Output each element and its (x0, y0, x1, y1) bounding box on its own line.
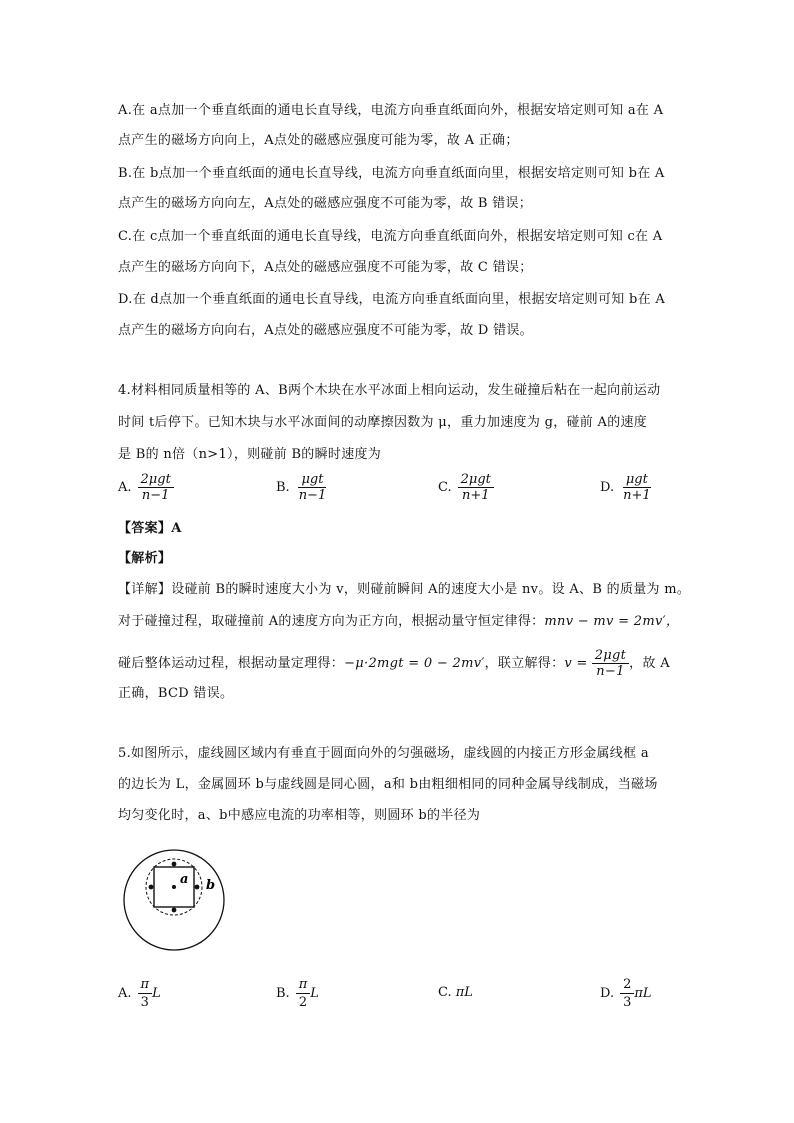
q3-option-a-line2: 点产生的磁场方向向上，A点处的磁感应强度可能为零，故 A 正确； (118, 133, 519, 148)
q3-option-a-line1: A.在 a点加一个垂直纸面的通电长直导线，电流方向垂直纸面向外，根据安培定则可知 a在 A (118, 103, 664, 118)
q4-detail-line4: 正确，BCD 错误。 (118, 686, 234, 701)
point-bottom (172, 908, 177, 913)
q4-option-c: C. $\frac{\text{2μgt}}{n+1}$ (438, 472, 494, 503)
q3-option-c-line2: 点产生的磁场方向向下，A点处的磁感应强度不可能为零，故 C 错误； (118, 260, 533, 275)
q3-option-b-line2: 点产生的磁场方向向左，A点处的磁感应强度不可能为零，故 B 错误； (118, 196, 533, 211)
q4-option-d: D. $\frac{\text{μgt}}{n+1}$ (600, 472, 651, 503)
q5-option-c: C. πL (438, 985, 473, 1000)
point-center (172, 885, 176, 889)
label-b: b (206, 878, 216, 893)
q4-detail-line1: 【详解】设碰前 B的瞬时速度大小为 v，则碰前瞬间 A的速度大小是 nv。设 A、B 的质量为 m。 (118, 582, 691, 597)
label-a: a (180, 872, 189, 887)
q3-option-c-line1: C.在 c点加一个垂直纸面的通电长直导线，电流方向垂直纸面向外，根据安培定则可知 c在 A (118, 229, 663, 244)
q5-figure (118, 848, 230, 952)
q5-option-a: A. $\frac{\pi}{3}$ L (118, 977, 161, 1010)
point-top (172, 862, 177, 867)
q4-stem-line2: 时间 t后停下。已知木块与水平冰面间的动摩擦因数为 μ，重力加速度为 g，碰前 A的速度 (118, 415, 648, 430)
q3-option-d-line2: 点产生的磁场方向向右，A点处的磁感应强度不可能为零，故 D 错误。 (118, 323, 533, 338)
q5-stem-line2: 的边长为 L，金属圆环 b与虚线圆是同心圆，a和 b由粗细相同的同种金属导线制成，当磁场 (118, 777, 658, 792)
q4-detail-line2: 对于碰撞过程，取碰撞前 A的速度方向为正方向，根据动量守恒定律得：mnv − mv = 2mv′， (118, 614, 680, 629)
q5-option-d: D. $\frac{2}{3}$ πL (600, 977, 652, 1010)
q4-detail-line3: 碰后整体运动过程，根据动量定理得：−μ·2mgt = 0 − 2mv′，联立解得：v = $\frac{\text{2μgt}}{n-1}$ ，故 A (118, 648, 670, 679)
q3-option-d-line1: D.在 d点加一个垂直纸面的通电长直导线，电流方向垂直纸面向里，根据安培定则可知 b在 A (118, 292, 666, 307)
q4-option-b: B. $\frac{\text{μgt}}{n-1}$ (276, 472, 327, 503)
q4-stem-line3: 是 B的 n倍（n>1），则碰前 B的瞬时速度为 (118, 447, 382, 462)
q3-option-b-line1: B.在 b点加一个垂直纸面的通电长直导线，电流方向垂直纸面向里，根据安培定则可知 b在 A (118, 166, 665, 181)
q4-answer: 【答案】A (118, 521, 182, 536)
q5-option-b: B. $\frac{\pi}{2}$ L (276, 977, 319, 1010)
q4-analysis-heading: 【解析】 (118, 551, 172, 566)
q4-option-a: A. $\frac{\text{2μgt}}{n-1}$ (118, 472, 174, 503)
q5-stem-line1: 5.如图所示，虚线圆区域内有垂直于圆面向外的匀强磁场，虚线圆的内接正方形金属线框 a (118, 746, 649, 761)
point-left (149, 885, 154, 890)
q4-stem-line1: 4.材料相同质量相等的 A、B两个木块在水平冰面上相向运动，发生碰撞后粘在一起向前运动 (118, 383, 661, 398)
q5-stem-line3: 均匀变化时，a、b中感应电流的功率相等，则圆环 b的半径为 (118, 808, 481, 823)
point-right (195, 885, 200, 890)
